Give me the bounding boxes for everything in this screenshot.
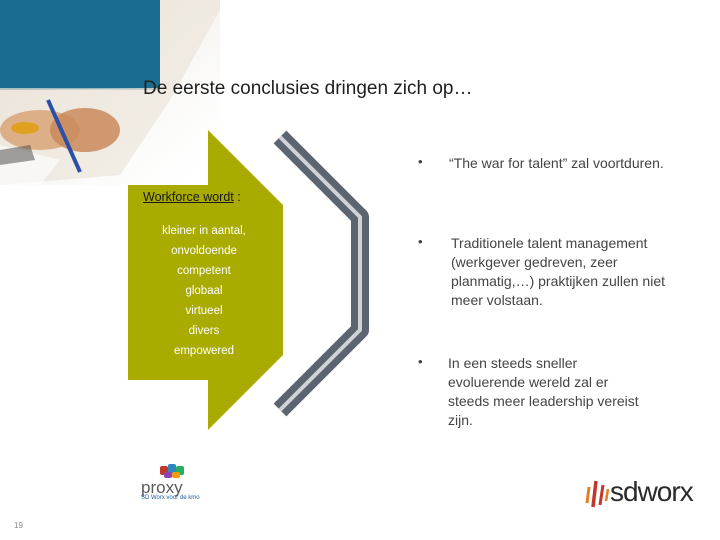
proxy-tagline: SD Worx voor de kmo — [141, 495, 200, 501]
conclusion-text: “The war for talent” zal voortduren. — [449, 155, 664, 171]
workforce-item: onvoldoende — [171, 245, 237, 257]
bullet-icon: • — [418, 234, 423, 249]
workforce-item: kleiner in aantal, — [162, 225, 246, 237]
bullet-icon: • — [418, 154, 423, 169]
sdworx-logo-icon — [585, 473, 611, 509]
chevron-arrow-icon — [268, 125, 388, 425]
workforce-heading — [143, 190, 241, 204]
workforce-list — [140, 224, 268, 364]
workforce-item: divers — [188, 325, 220, 337]
slide-title: De eerste conclusies dringen zich op… — [143, 78, 473, 99]
workforce-item: competent — [177, 265, 231, 277]
workforce-item: virtueel — [185, 305, 223, 317]
proxy-logo-text: proxy — [141, 478, 183, 497]
conclusion-text: Traditionele talent management (werkgever gedreven, zeer planmatig,…) praktijken zullen niet meer volstaan. — [451, 235, 665, 308]
workforce-heading-suffix: : — [233, 190, 241, 204]
sdworx-logo-text: sdworx — [610, 476, 693, 507]
bullet-icon: • — [418, 354, 423, 369]
page-number: 19 — [14, 521, 23, 530]
conclusion-text: In een steeds sneller evoluerende wereld zal er steeds meer leadership vereist zijn. — [448, 355, 639, 428]
workforce-heading-text: Workforce wordt — [143, 190, 234, 204]
workforce-item: globaal — [185, 285, 223, 297]
workforce-item: empowered — [173, 345, 235, 357]
